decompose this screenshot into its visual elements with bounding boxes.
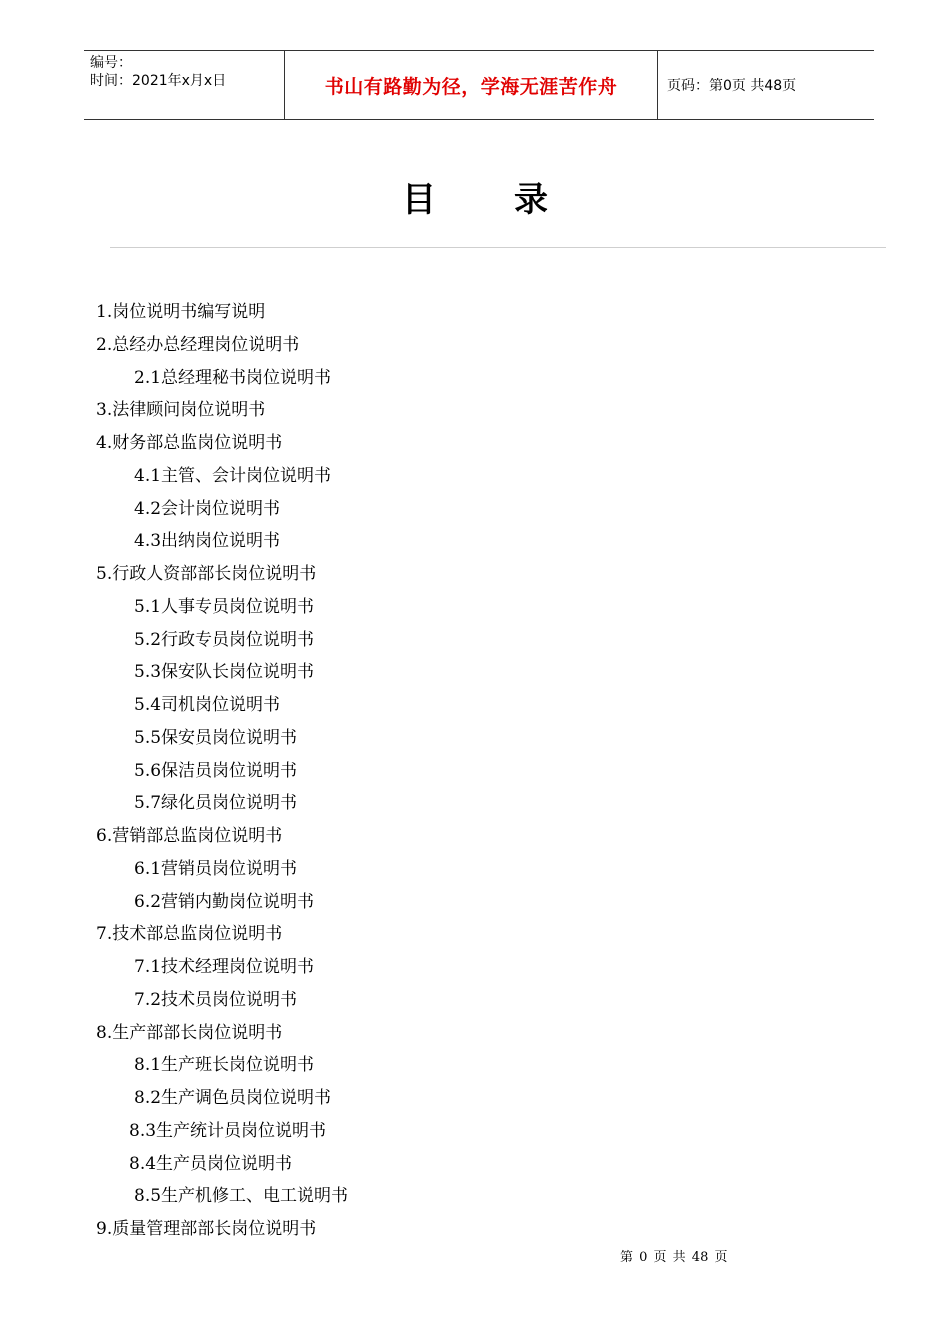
toc-subentry[interactable]: 8.4生产员岗位说明书 bbox=[129, 1153, 293, 1174]
toc-subentry[interactable]: 8.1生产班长岗位说明书 bbox=[134, 1055, 315, 1076]
page-header bbox=[84, 50, 874, 120]
toc-subentry[interactable]: 4.1主管、会计岗位说明书 bbox=[134, 465, 332, 486]
document-number-label: 编号： bbox=[90, 55, 132, 71]
toc-entry[interactable]: 5.行政人资部部长岗位说明书 bbox=[96, 564, 317, 584]
table-of-contents bbox=[0, 296, 950, 1246]
document-time-label: 时间：2021年x月x日 bbox=[90, 73, 227, 89]
toc-subentry[interactable]: 5.6保洁员岗位说明书 bbox=[134, 760, 298, 781]
toc-entry[interactable]: 2.总经办总经理岗位说明书 bbox=[96, 334, 300, 355]
toc-subentry[interactable]: 5.4司机岗位说明书 bbox=[134, 695, 281, 715]
toc-subentry[interactable]: 4.3出纳岗位说明书 bbox=[134, 531, 281, 552]
page-title bbox=[0, 172, 950, 221]
header-page-label: 页码：第0页 共48页 bbox=[667, 78, 797, 94]
toc-subentry[interactable]: 5.7绿化员岗位说明书 bbox=[134, 793, 298, 814]
title-char-1: 目 bbox=[402, 180, 436, 220]
toc-subentry[interactable]: 5.1人事专员岗位说明书 bbox=[134, 596, 315, 617]
toc-entry[interactable]: 3.法律顾问岗位说明书 bbox=[96, 400, 266, 421]
header-motto: 书山有路勤为径，学海无涯苦作舟 bbox=[324, 75, 618, 98]
toc-entry[interactable]: 1.岗位说明书编写说明 bbox=[96, 302, 266, 322]
toc-subentry[interactable]: 5.2行政专员岗位说明书 bbox=[134, 629, 315, 650]
toc-subentry[interactable]: 8.2生产调色员岗位说明书 bbox=[134, 1088, 332, 1108]
toc-subentry[interactable]: 8.3生产统计员岗位说明书 bbox=[129, 1120, 327, 1141]
toc-subentry[interactable]: 4.2会计岗位说明书 bbox=[134, 498, 281, 519]
toc-entry[interactable]: 4.财务部总监岗位说明书 bbox=[96, 433, 283, 453]
toc-subentry[interactable]: 7.1技术经理岗位说明书 bbox=[134, 957, 315, 977]
toc-subentry[interactable]: 6.2营销内勤岗位说明书 bbox=[134, 891, 315, 912]
header-page-cell bbox=[658, 51, 874, 119]
toc-entry[interactable]: 6.营销部总监岗位说明书 bbox=[96, 826, 283, 846]
title-divider bbox=[110, 247, 886, 248]
toc-subentry[interactable]: 5.5保安员岗位说明书 bbox=[134, 727, 298, 748]
toc-subentry[interactable]: 5.3保安队长岗位说明书 bbox=[134, 662, 315, 683]
toc-entry[interactable]: 7.技术部总监岗位说明书 bbox=[96, 924, 283, 945]
toc-subentry[interactable]: 7.2技术员岗位说明书 bbox=[134, 989, 298, 1010]
toc-entry[interactable]: 9.质量管理部部长岗位说明书 bbox=[96, 1219, 317, 1239]
toc-subentry[interactable]: 8.5生产机修工、电工说明书 bbox=[134, 1186, 349, 1207]
header-meta bbox=[84, 51, 285, 119]
title-char-2: 录 bbox=[514, 180, 548, 220]
toc-subentry[interactable]: 2.1总经理秘书岗位说明书 bbox=[134, 367, 332, 388]
toc-entry[interactable]: 8.生产部部长岗位说明书 bbox=[96, 1022, 283, 1043]
toc-subentry[interactable]: 6.1营销员岗位说明书 bbox=[134, 858, 298, 879]
header-motto-cell bbox=[285, 51, 658, 119]
page-footer: 第 0 页 共 48 页 bbox=[620, 1250, 728, 1265]
